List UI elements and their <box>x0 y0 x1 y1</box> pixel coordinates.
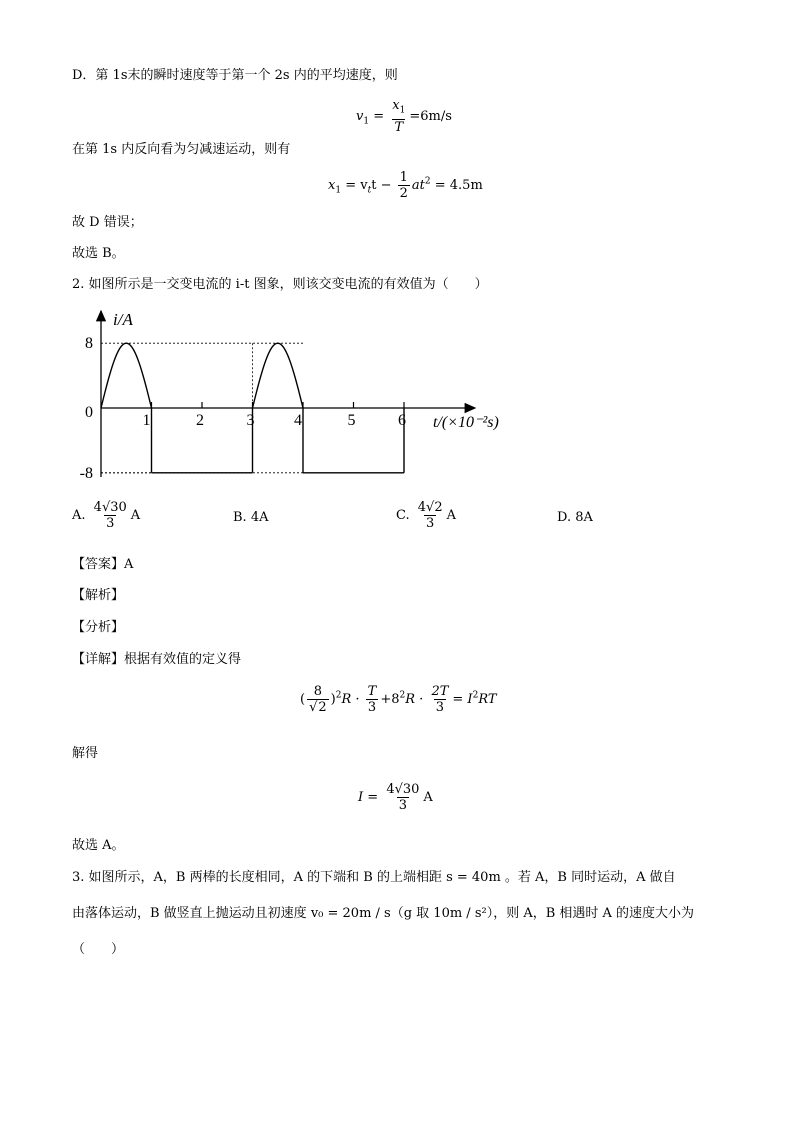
y-tick-label-0: 0 <box>85 404 93 421</box>
choice-b[interactable]: B. 4A <box>233 510 269 525</box>
x-tick-label-3: 3 <box>246 412 255 429</box>
wave-segment-2 <box>253 343 304 408</box>
fenxi-tag: 【分析】 <box>72 620 125 635</box>
x-axis-label: t/(×10⁻²s) <box>433 414 499 431</box>
y-axis-label: i/A <box>113 310 133 329</box>
solve-line: 解得 <box>72 746 99 761</box>
choice-a[interactable]: A. $\frac{4√30}{3}$ A <box>72 500 141 531</box>
y-tick-label-8: 8 <box>85 335 93 353</box>
x-tick-label-5: 5 <box>347 412 356 429</box>
it-graph <box>75 305 525 485</box>
x-tick-label-1: 1 <box>142 412 151 429</box>
question-3-line2: 由落体运动，B 做竖直上抛运动且初速度 v₀ = 20m / s（g 取 10m / s²），则 A，B 相遇时 A 的速度大小为 <box>72 906 695 921</box>
line-d: D．第 1s末的瞬时速度等于第一个 2s 内的平均速度，则 <box>72 68 398 83</box>
detail-tag: 【详解】根据有效值的定义得 <box>72 652 242 667</box>
analysis-tag: 【解析】 <box>72 588 125 603</box>
equation-v1: $v_1$ = $\frac{x_1}{T}$ =6m/s <box>356 98 452 135</box>
line-choose-a: 故选 A。 <box>72 838 125 853</box>
x-tick-label-6: 6 <box>398 412 406 429</box>
y-tick-label--8: -8 <box>79 464 93 482</box>
equation-result: I = $\frac{4√30}{3}$ A <box>358 782 433 813</box>
x-tick-label-2: 2 <box>196 412 204 429</box>
line-d-wrong: 故 D 错误； <box>72 215 143 230</box>
x-tick-label-4: 4 <box>294 412 302 429</box>
choice-c[interactable]: C. $\frac{4√2}{3}$ A <box>396 500 456 531</box>
wave-segment-0 <box>101 343 152 408</box>
line-choose-b: 故选 B。 <box>72 246 125 261</box>
answer-tag: 【答案】A <box>72 557 134 572</box>
question-2: 2. 如图所示是一交变电流的 i-t 图象，则该交变电流的有效值为（ ） <box>72 277 488 292</box>
equation-effective: ( $\frac{8}{√2}$ )$^2$R · $\frac{T}{3}$ $+8^2R$ · $\frac{2T}{3}$ = $I^2RT$ <box>300 684 497 715</box>
question-3-line1: 3. 如图所示，A，B 两棒的长度相同，A 的下端和 B 的上端相距 s = 40m 。若 A，B 同时运动，A 做自 <box>72 870 676 885</box>
question-3-line3: （ ） <box>72 942 125 957</box>
choice-d[interactable]: D. 8A <box>557 510 593 525</box>
equation-x1: $x_1 = v_tt$ − $\frac{1}{2}$ $at^2 = 4.5m$ <box>328 170 483 201</box>
line-reverse: 在第 1s 内反向看为匀减速运动，则有 <box>72 142 291 157</box>
